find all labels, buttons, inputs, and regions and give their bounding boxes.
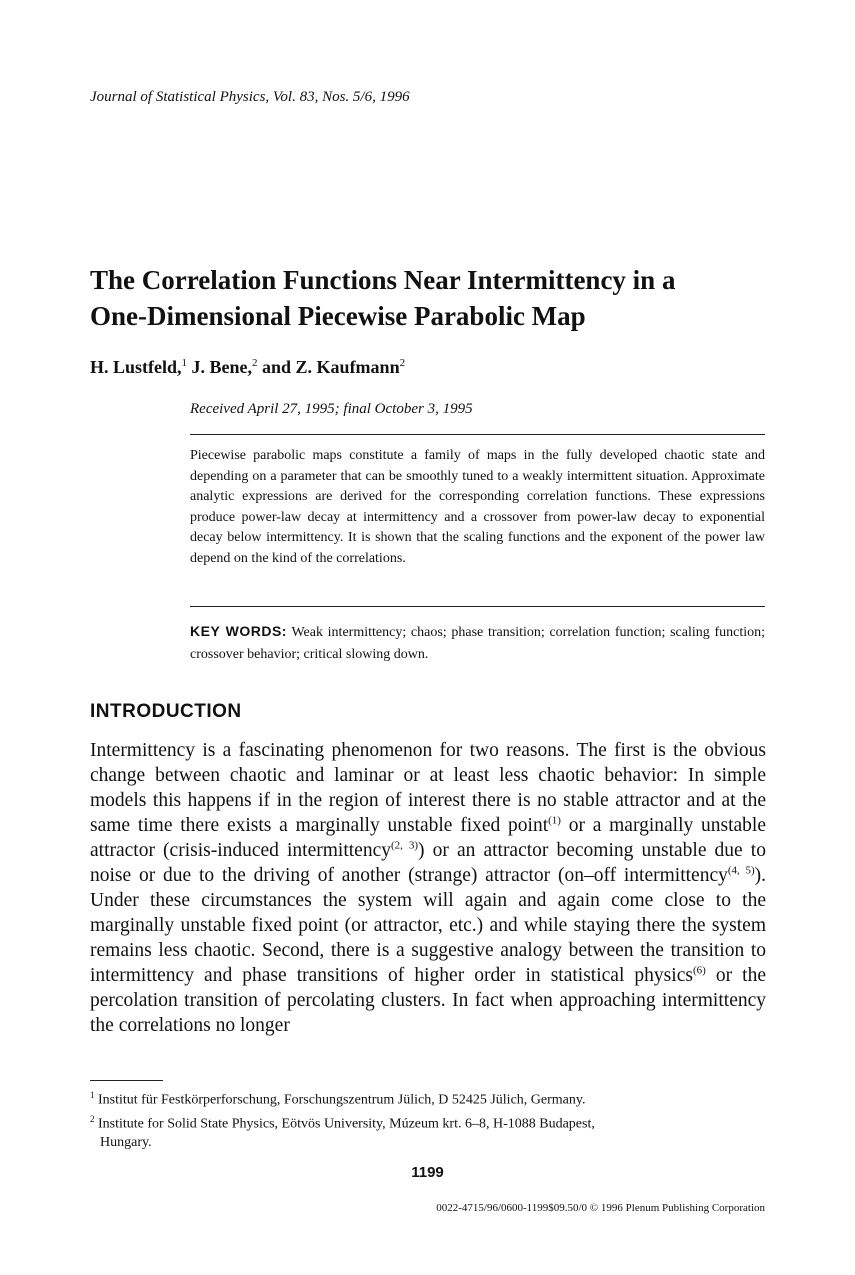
citation-4: (6) xyxy=(692,964,706,977)
page-number: 1199 xyxy=(411,1164,444,1181)
abstract-bottom-rule xyxy=(190,606,765,607)
author-conjunction: and xyxy=(262,357,292,377)
footnote-2-text: Institute for Solid State Physics, Eötvös University, Múzeum krt. 6–8, H-1088 Budapest, xyxy=(94,1116,595,1132)
keywords-label: KEY WORDS: xyxy=(190,623,287,639)
citation-2: (2, 3) xyxy=(390,839,419,852)
citation-3: (4, 5) xyxy=(727,864,755,877)
footnote-rule xyxy=(90,1080,163,1081)
intro-text-3: ) or an attractor becoming unstable due to noise or due to the driving of another (strange) attractor (on–off intermittency xyxy=(90,840,766,886)
introduction-paragraph xyxy=(90,738,766,1038)
citation-1: (1) xyxy=(548,814,561,827)
footnotes xyxy=(90,1086,766,1152)
intro-text-4: ). Under these circumstances the system will again and again come close to the marginally unstable fixed point (or attractor, etc.) and while staying there the system remains less chaotic. Second, there is a suggestive analogy between the transition to intermittency and phase transitions of higher order in statistical physics xyxy=(90,865,766,986)
footnote-1-mark: 1 xyxy=(90,1090,95,1100)
paper-title xyxy=(90,262,790,334)
footnote-2-mark: 2 xyxy=(90,1113,95,1124)
abstract-top-rule xyxy=(190,434,765,435)
footnote-1-text: Institut für Festkörperforschung, Forschungszentrum Jülich, D 52425 Jülich, Germany. xyxy=(94,1092,586,1108)
intro-text-2: or a marginally unstable attractor (crisis-induced intermittency xyxy=(90,815,766,861)
copyright-line: 0022-4715/96/0600-1199$09.50/0 © 1996 Plenum Publishing Corporation xyxy=(436,1202,765,1214)
keywords-text: Weak intermittency; chaos; phase transition; correlation function; scaling function; crossover behavior; critical slowing down. xyxy=(190,625,765,662)
affiliation-mark-1: 1 xyxy=(181,357,188,369)
intro-text-1: Intermittency is a fascinating phenomenon for two reasons. The first is the obvious change between chaotic and laminar or at least less chaotic behavior: In simple models this happens if in the region of interest there is no stable attractor and at the same time there exists a marginally unstable fixed point xyxy=(90,740,766,836)
affiliation-mark-2: 2 xyxy=(252,357,258,369)
affiliation-mark-3: 2 xyxy=(399,357,406,369)
footnote-1 xyxy=(90,1086,766,1110)
title-line-1: The Correlation Functions Near Intermittency in a xyxy=(90,265,676,295)
footnote-2 xyxy=(90,1110,766,1134)
abstract: Piecewise parabolic maps constitute a family of maps in the fully developed chaotic state and depending on a parameter that can be smoothly tuned to a weakly intermittent situation. Approximate analytic expressions are derived for the corresponding correlation functions. These expressions produce power-law decay at intermittency and a crossover from power-law decay to exponential decay below intermittency. It is shown that the scaling functions and the exponent of the power law depend on the kind of the correlations. xyxy=(190,448,765,566)
journal-citation: Journal of Statistical Physics, Vol. 83, Nos. 5/6, 1996 xyxy=(90,89,410,105)
author-3: Z. Kaufmann xyxy=(295,357,400,377)
footnote-2-continuation: Hungary. xyxy=(100,1135,152,1151)
received-dates: Received April 27, 1995; final October 3, 1995 xyxy=(190,401,473,417)
title-line-2: One-Dimensional Piecewise Parabolic Map xyxy=(90,301,586,331)
intro-text-5: or the percolation transition of percolating clusters. In fact when approaching intermittency the correlations no longer xyxy=(90,965,766,1036)
author-1: H. Lustfeld, xyxy=(90,357,182,377)
author-2: J. Bene, xyxy=(191,357,253,377)
author-list xyxy=(90,357,405,378)
section-heading-introduction: INTRODUCTION xyxy=(90,701,242,722)
keywords xyxy=(190,621,765,665)
